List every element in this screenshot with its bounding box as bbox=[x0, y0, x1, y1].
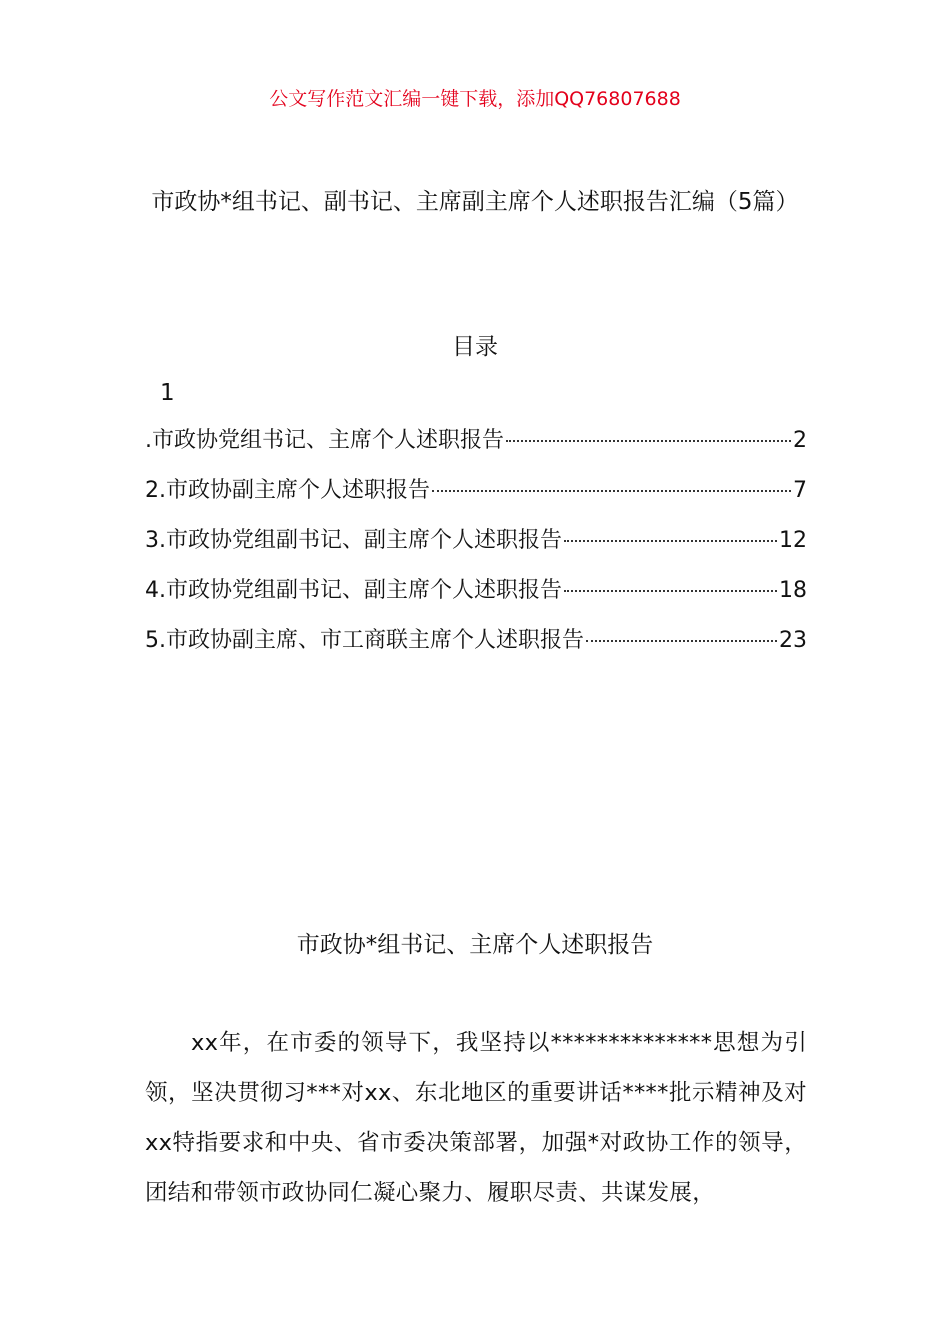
toc-entry[interactable] bbox=[145, 623, 807, 673]
toc-entry[interactable] bbox=[145, 423, 807, 473]
toc-leader-dots bbox=[564, 590, 777, 592]
toc-entry-label: 3.市政协党组副书记、副主席个人述职报告 bbox=[145, 528, 562, 553]
toc-entry-label: 4.市政协党组副书记、副主席个人述职报告 bbox=[145, 578, 562, 603]
promo-banner: 公文写作范文汇编一键下载，添加QQ76807688 bbox=[269, 88, 681, 110]
toc-leader-dots bbox=[432, 490, 791, 492]
toc-heading: 目录 bbox=[452, 334, 498, 360]
toc-leader-dots bbox=[586, 640, 777, 642]
toc-entry-page: 23 bbox=[779, 628, 807, 653]
toc-leader-dots bbox=[564, 540, 777, 542]
toc-entry-page: 7 bbox=[793, 478, 807, 503]
toc-entry[interactable] bbox=[145, 523, 807, 573]
toc-entry-label: 5.市政协副主席、市工商联主席个人述职报告 bbox=[145, 628, 584, 653]
toc-entry-label: 2.市政协副主席个人述职报告 bbox=[145, 478, 430, 503]
toc-entry[interactable] bbox=[145, 473, 807, 523]
toc-leader-dots bbox=[506, 440, 791, 442]
toc-entry-label: .市政协党组书记、主席个人述职报告 bbox=[145, 428, 504, 453]
section-title: 市政协*组书记、主席个人述职报告 bbox=[296, 932, 654, 958]
toc-entry-page: 18 bbox=[779, 578, 807, 603]
toc-entry-page: 12 bbox=[779, 528, 807, 553]
document-title: 市政协*组书记、副书记、主席副主席个人述职报告汇编（5篇） bbox=[151, 189, 799, 215]
table-of-contents bbox=[145, 423, 807, 673]
toc-entry[interactable] bbox=[145, 573, 807, 623]
toc-entry-page: 2 bbox=[793, 428, 807, 453]
body-paragraph: xx年，在市委的领导下，我坚持以**************思想为引领，坚决贯彻习***对xx、东北地区的重要讲话****批示精神及对xx特指要求和中央、省市委决策部署，加强*对政协工作的领导，团结和带领市政协同仁凝心聚力、履职尽责、共谋发展， bbox=[145, 1030, 807, 1206]
toc-first-number: 1 bbox=[160, 380, 175, 406]
